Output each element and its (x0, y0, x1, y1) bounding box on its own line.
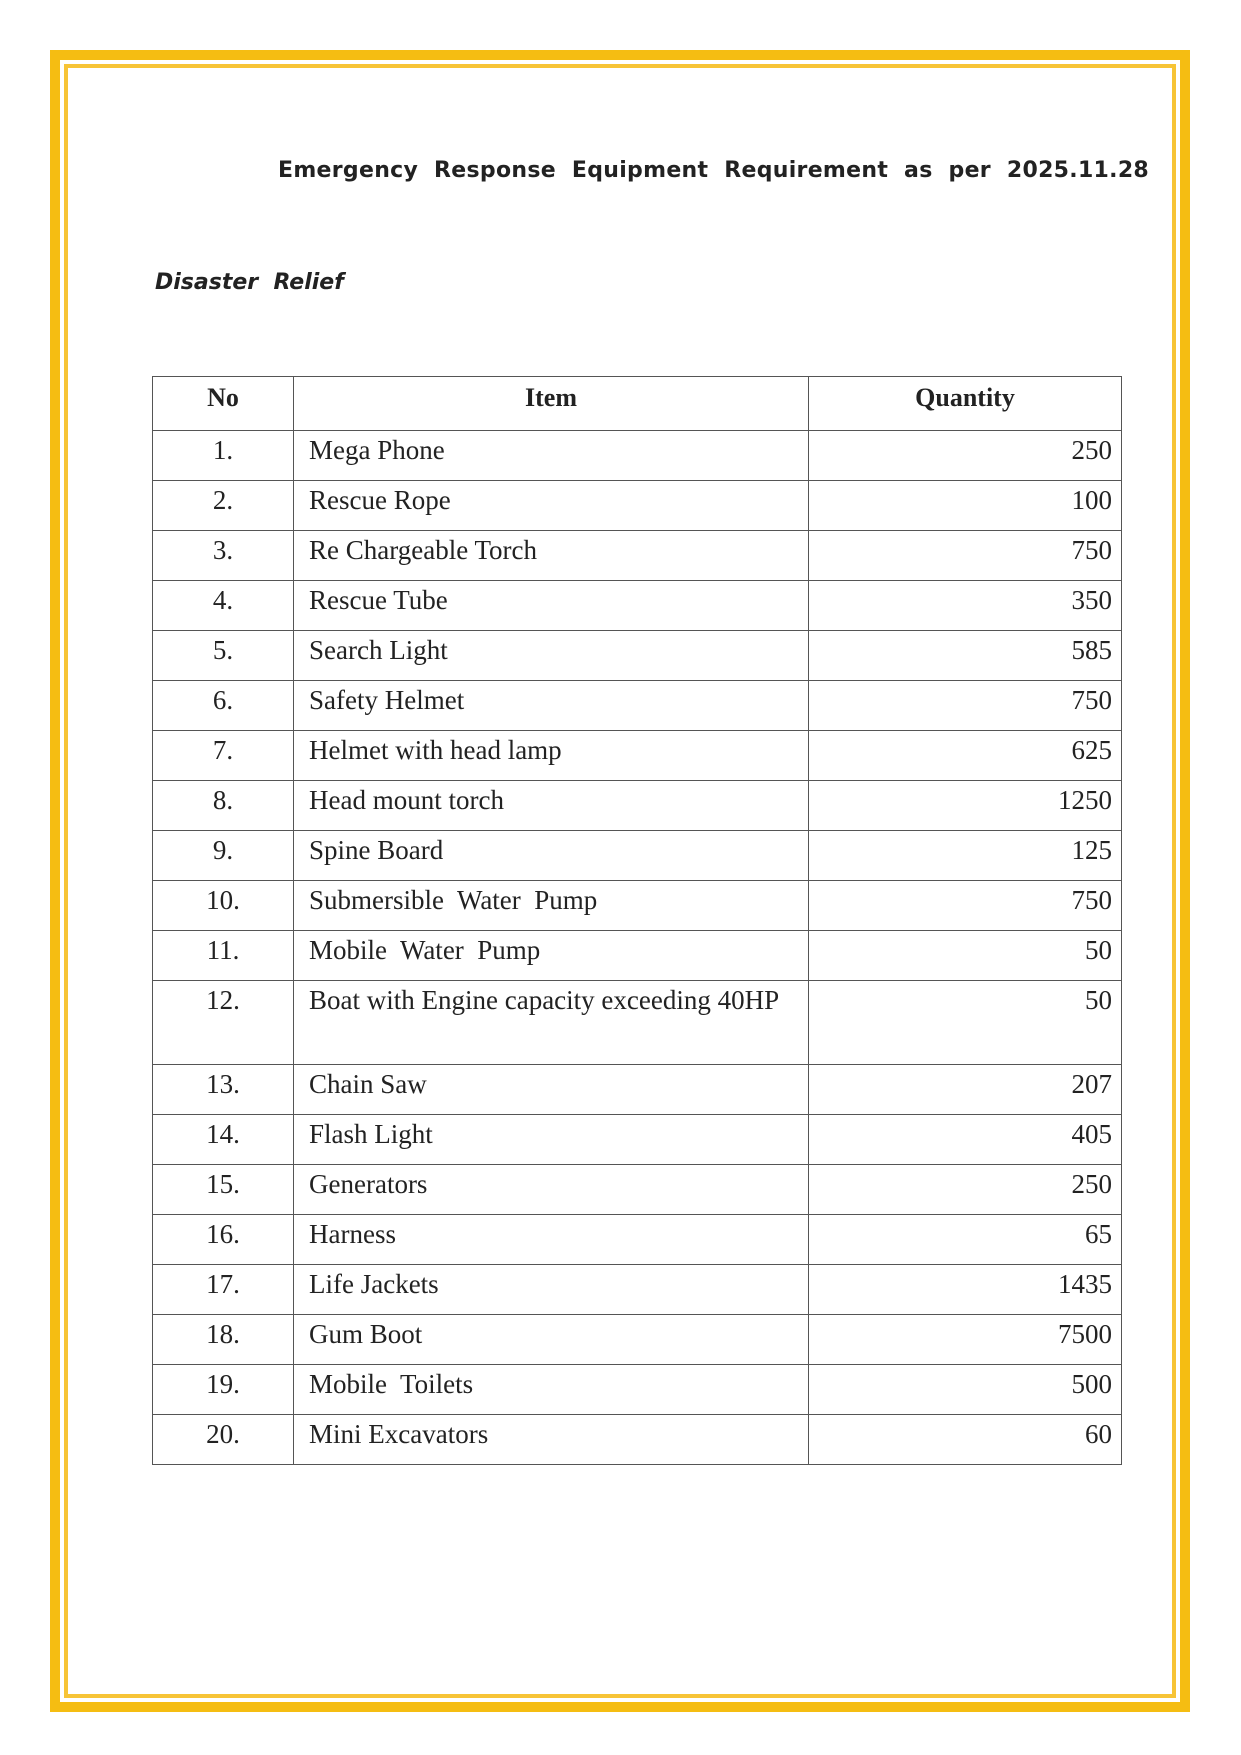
row-quantity: 125 (809, 831, 1122, 881)
row-number: 15. (153, 1165, 294, 1215)
row-number: 19. (153, 1365, 294, 1415)
table-row (153, 831, 1122, 881)
row-number: 17. (153, 1265, 294, 1315)
row-quantity: 585 (809, 631, 1122, 681)
table-row (153, 731, 1122, 781)
table-body (153, 431, 1122, 1465)
row-number: 20. (153, 1415, 294, 1465)
document-title: Emergency Response Equipment Requirement as per 2025.11.28 (278, 158, 1150, 183)
row-number: 9. (153, 831, 294, 881)
row-item: Helmet with head lamp (294, 731, 809, 781)
table-row (153, 1415, 1122, 1465)
row-item: Spine Board (294, 831, 809, 881)
row-quantity: 1250 (809, 781, 1122, 831)
row-quantity: 250 (809, 1165, 1122, 1215)
row-item: Rescue Rope (294, 481, 809, 531)
row-quantity: 405 (809, 1115, 1122, 1165)
row-quantity: 207 (809, 1065, 1122, 1115)
row-quantity: 1435 (809, 1265, 1122, 1315)
row-quantity: 750 (809, 531, 1122, 581)
table-row (153, 931, 1122, 981)
row-number: 6. (153, 681, 294, 731)
row-number: 16. (153, 1215, 294, 1265)
table-header-row (153, 377, 1122, 431)
row-item: Life Jackets (294, 1265, 809, 1315)
table-row (153, 881, 1122, 931)
row-quantity: 625 (809, 731, 1122, 781)
row-number: 3. (153, 531, 294, 581)
table-row (153, 481, 1122, 531)
row-item: Safety Helmet (294, 681, 809, 731)
row-quantity: 60 (809, 1415, 1122, 1465)
row-item: Re Chargeable Torch (294, 531, 809, 581)
table-row (153, 1115, 1122, 1165)
row-number: 1. (153, 431, 294, 481)
table-row (153, 981, 1122, 1065)
row-item: Mega Phone (294, 431, 809, 481)
row-item: Rescue Tube (294, 581, 809, 631)
header-no: No (153, 377, 294, 431)
table-row (153, 1065, 1122, 1115)
row-number: 5. (153, 631, 294, 681)
row-item: Generators (294, 1165, 809, 1215)
row-item: Chain Saw (294, 1065, 809, 1115)
header-item: Item (294, 377, 809, 431)
row-number: 14. (153, 1115, 294, 1165)
row-quantity: 500 (809, 1365, 1122, 1415)
row-quantity: 50 (809, 931, 1122, 981)
header-quantity: Quantity (809, 377, 1122, 431)
row-number: 8. (153, 781, 294, 831)
table-row (153, 531, 1122, 581)
row-item: Mini Excavators (294, 1415, 809, 1465)
section-heading: Disaster Relief (155, 270, 344, 295)
row-number: 7. (153, 731, 294, 781)
row-item: Harness (294, 1215, 809, 1265)
row-quantity: 350 (809, 581, 1122, 631)
table-row (153, 631, 1122, 681)
row-item: Mobile Toilets (294, 1365, 809, 1415)
table-row (153, 681, 1122, 731)
row-number: 4. (153, 581, 294, 631)
row-number: 12. (153, 981, 294, 1065)
table-row (153, 1265, 1122, 1315)
row-quantity: 50 (809, 981, 1122, 1065)
table-row (153, 1365, 1122, 1415)
row-quantity: 65 (809, 1215, 1122, 1265)
table-row (153, 1315, 1122, 1365)
table-row (153, 781, 1122, 831)
table-row (153, 431, 1122, 481)
row-number: 13. (153, 1065, 294, 1115)
equipment-table (152, 376, 1122, 1465)
table-row (153, 1165, 1122, 1215)
row-number: 2. (153, 481, 294, 531)
row-quantity: 250 (809, 431, 1122, 481)
row-quantity: 7500 (809, 1315, 1122, 1365)
row-item: Flash Light (294, 1115, 809, 1165)
row-quantity: 750 (809, 881, 1122, 931)
row-number: 11. (153, 931, 294, 981)
row-quantity: 750 (809, 681, 1122, 731)
row-quantity: 100 (809, 481, 1122, 531)
table-row (153, 581, 1122, 631)
row-number: 18. (153, 1315, 294, 1365)
row-item: Search Light (294, 631, 809, 681)
row-number: 10. (153, 881, 294, 931)
row-item: Gum Boot (294, 1315, 809, 1365)
row-item: Mobile Water Pump (294, 931, 809, 981)
table-row (153, 1215, 1122, 1265)
row-item: Submersible Water Pump (294, 881, 809, 931)
row-item: Boat with Engine capacity exceeding 40HP (294, 981, 809, 1065)
row-item: Head mount torch (294, 781, 809, 831)
